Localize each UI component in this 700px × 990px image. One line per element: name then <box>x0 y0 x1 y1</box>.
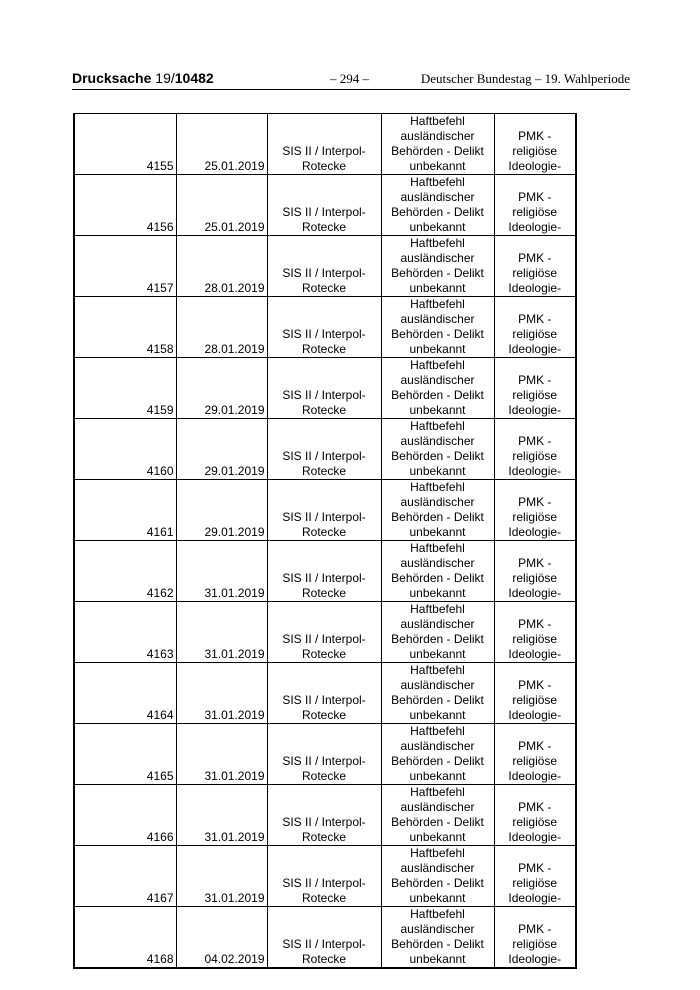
pmk-category-cell: PMK -religiöse Ideologie- <box>494 419 576 480</box>
pmk-category-cell: PMK -religiöse Ideologie- <box>494 175 576 236</box>
records-table-body <box>74 114 576 969</box>
pmk-category-cell: PMK -religiöse Ideologie- <box>494 236 576 297</box>
pmk-category-cell: PMK -religiöse Ideologie- <box>494 114 576 175</box>
reason-cell: Haftbefehl ausländischer Behörden - Delikt unbekannt <box>381 419 494 480</box>
table-row <box>74 358 576 419</box>
pmk-category-cell: PMK -religiöse Ideologie- <box>494 602 576 663</box>
publisher-title: Deutscher Bundestag – 19. Wahlperiode <box>420 71 630 86</box>
pmk-category-cell: PMK -religiöse Ideologie- <box>494 785 576 846</box>
reason-cell: Haftbefehl ausländischer Behörden - Delikt unbekannt <box>381 236 494 297</box>
source-cell: SIS II / Interpol- Rotecke <box>267 480 381 541</box>
reason-cell: Haftbefehl ausländischer Behörden - Delikt unbekannt <box>381 907 494 969</box>
record-number-cell: 4161 <box>74 480 176 541</box>
record-number-cell: 4160 <box>74 419 176 480</box>
page-header <box>72 70 630 88</box>
source-cell: SIS II / Interpol- Rotecke <box>267 724 381 785</box>
source-cell: SIS II / Interpol- Rotecke <box>267 114 381 175</box>
source-cell: SIS II / Interpol- Rotecke <box>267 419 381 480</box>
source-cell: SIS II / Interpol- Rotecke <box>267 175 381 236</box>
source-cell: SIS II / Interpol- Rotecke <box>267 358 381 419</box>
date-cell: 25.01.2019 <box>176 175 267 236</box>
pmk-category-cell: PMK -religiöse Ideologie- <box>494 846 576 907</box>
reason-cell: Haftbefehl ausländischer Behörden - Delikt unbekannt <box>381 175 494 236</box>
source-cell: SIS II / Interpol- Rotecke <box>267 785 381 846</box>
reason-cell: Haftbefehl ausländischer Behörden - Delikt unbekannt <box>381 358 494 419</box>
reason-cell: Haftbefehl ausländischer Behörden - Delikt unbekannt <box>381 724 494 785</box>
date-cell: 31.01.2019 <box>176 785 267 846</box>
pmk-category-cell: PMK -religiöse Ideologie- <box>494 724 576 785</box>
date-cell: 25.01.2019 <box>176 114 267 175</box>
table-row <box>74 175 576 236</box>
record-number-cell: 4155 <box>74 114 176 175</box>
source-cell: SIS II / Interpol- Rotecke <box>267 541 381 602</box>
record-number-cell: 4166 <box>74 785 176 846</box>
table-row <box>74 846 576 907</box>
reason-cell: Haftbefehl ausländischer Behörden - Delikt unbekannt <box>381 297 494 358</box>
reason-cell: Haftbefehl ausländischer Behörden - Delikt unbekannt <box>381 663 494 724</box>
reason-cell: Haftbefehl ausländischer Behörden - Delikt unbekannt <box>381 846 494 907</box>
record-number-cell: 4165 <box>74 724 176 785</box>
record-number-cell: 4162 <box>74 541 176 602</box>
document-number <box>72 70 214 86</box>
table-row <box>74 663 576 724</box>
table-row <box>74 480 576 541</box>
date-cell: 04.02.2019 <box>176 907 267 969</box>
page-number: – 294 – <box>330 71 369 86</box>
record-number-cell: 4167 <box>74 846 176 907</box>
record-number-cell: 4159 <box>74 358 176 419</box>
date-cell: 29.01.2019 <box>176 419 267 480</box>
records-table <box>73 113 577 969</box>
table-row <box>74 236 576 297</box>
date-cell: 29.01.2019 <box>176 358 267 419</box>
table-row <box>74 907 576 969</box>
date-cell: 31.01.2019 <box>176 541 267 602</box>
pmk-category-cell: PMK -religiöse Ideologie- <box>494 358 576 419</box>
record-number-cell: 4163 <box>74 602 176 663</box>
date-cell: 28.01.2019 <box>176 236 267 297</box>
table-row <box>74 297 576 358</box>
doc-number: 10482 <box>174 70 214 86</box>
table-row <box>74 785 576 846</box>
record-number-cell: 4168 <box>74 907 176 969</box>
reason-cell: Haftbefehl ausländischer Behörden - Delikt unbekannt <box>381 541 494 602</box>
date-cell: 31.01.2019 <box>176 663 267 724</box>
pmk-category-cell: PMK -religiöse Ideologie- <box>494 480 576 541</box>
reason-cell: Haftbefehl ausländischer Behörden - Delikt unbekannt <box>381 785 494 846</box>
date-cell: 31.01.2019 <box>176 846 267 907</box>
header-rule <box>72 89 630 90</box>
pmk-category-cell: PMK -religiöse Ideologie- <box>494 663 576 724</box>
source-cell: SIS II / Interpol- Rotecke <box>267 846 381 907</box>
reason-cell: Haftbefehl ausländischer Behörden - Delikt unbekannt <box>381 480 494 541</box>
record-number-cell: 4164 <box>74 663 176 724</box>
doc-label: Drucksache <box>72 70 152 86</box>
reason-cell: Haftbefehl ausländischer Behörden - Delikt unbekannt <box>381 602 494 663</box>
record-number-cell: 4158 <box>74 297 176 358</box>
record-number-cell: 4157 <box>74 236 176 297</box>
date-cell: 28.01.2019 <box>176 297 267 358</box>
date-cell: 31.01.2019 <box>176 724 267 785</box>
source-cell: SIS II / Interpol- Rotecke <box>267 297 381 358</box>
doc-prefix: 19/ <box>155 70 175 86</box>
table-row <box>74 114 576 175</box>
pmk-category-cell: PMK -religiöse Ideologie- <box>494 541 576 602</box>
source-cell: SIS II / Interpol- Rotecke <box>267 236 381 297</box>
table-row <box>74 602 576 663</box>
date-cell: 31.01.2019 <box>176 602 267 663</box>
table-row <box>74 724 576 785</box>
record-number-cell: 4156 <box>74 175 176 236</box>
source-cell: SIS II / Interpol- Rotecke <box>267 602 381 663</box>
reason-cell: Haftbefehl ausländischer Behörden - Delikt unbekannt <box>381 114 494 175</box>
source-cell: SIS II / Interpol- Rotecke <box>267 663 381 724</box>
table-row <box>74 541 576 602</box>
pmk-category-cell: PMK -religiöse Ideologie- <box>494 297 576 358</box>
source-cell: SIS II / Interpol- Rotecke <box>267 907 381 969</box>
pmk-category-cell: PMK -religiöse Ideologie- <box>494 907 576 969</box>
table-row <box>74 419 576 480</box>
date-cell: 29.01.2019 <box>176 480 267 541</box>
